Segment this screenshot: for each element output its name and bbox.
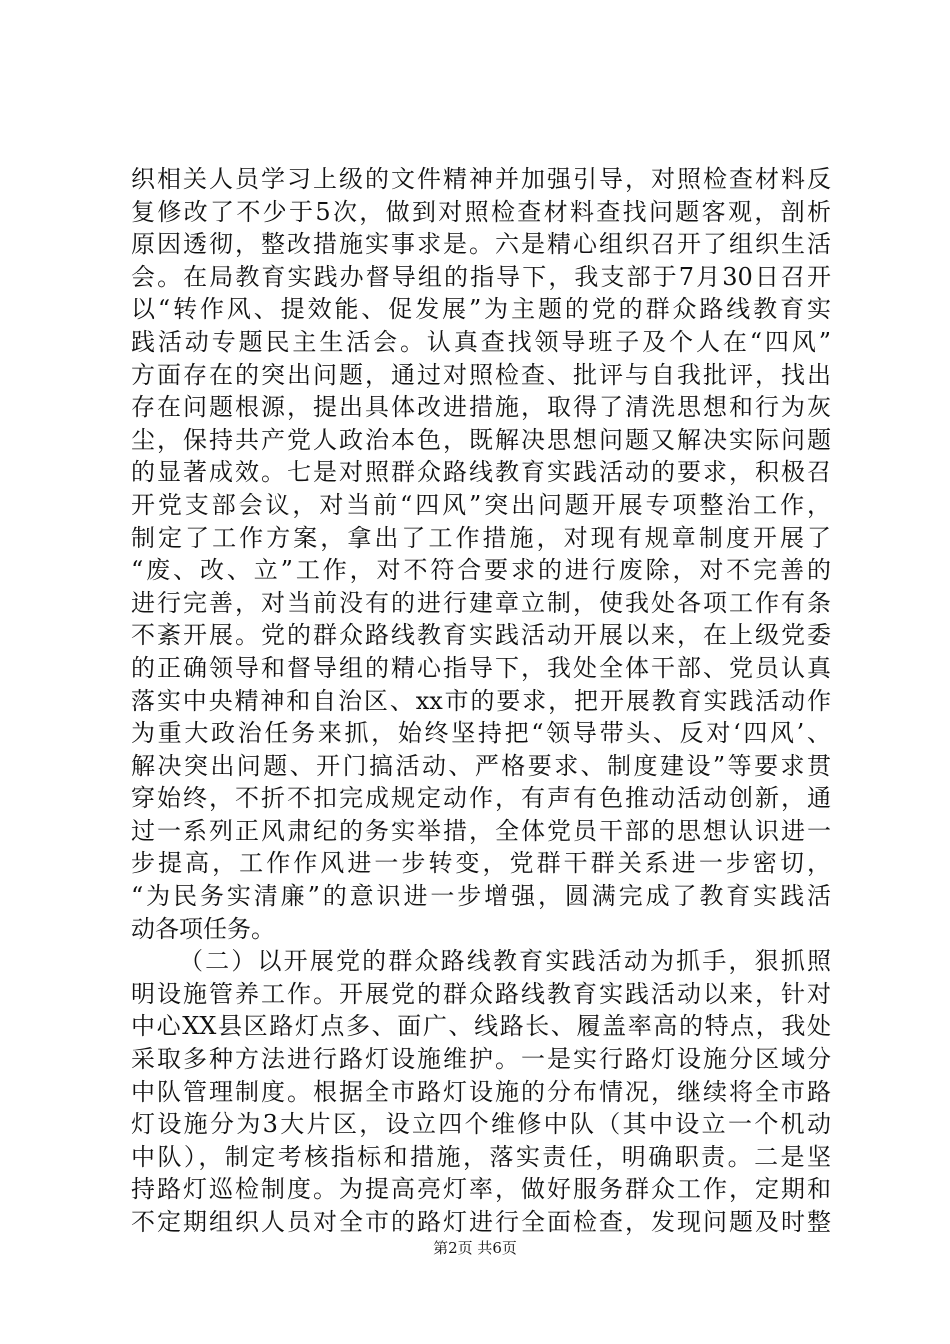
text-line: 不定期组织人员对全市的路灯进行全面检查，发现问题及时整 <box>131 1208 831 1236</box>
text-line: 不紊开展。党的群众路线教育实践活动开展以来，在上级党委 <box>131 621 831 650</box>
text-line: 中队管理制度。根据全市路灯设施的分布情况，继续将全市路 <box>131 1077 831 1106</box>
text-line: 践活动专题民主生活会。认真查找领导班子及个人在“四风” <box>131 327 831 356</box>
text-line: 中心XX县区路灯点多、面广、线路长、履盖率高的特点，我处 <box>131 1012 831 1041</box>
text-line: “为民务实清廉”的意识进一步增强，圆满完成了教育实践活 <box>131 882 831 911</box>
text-line: 会。在局教育实践办督导组的指导下，我支部于7月30日召开 <box>131 262 831 291</box>
text-line: 明设施管养工作。开展党的群众路线教育实践活动以来，针对 <box>131 979 831 1008</box>
text-line: 采取多种方法进行路灯设施维护。一是实行路灯设施分区域分 <box>131 1045 831 1074</box>
text-line: 以“转作风、提效能、促发展”为主题的党的群众路线教育实 <box>131 295 831 324</box>
text-line: 存在问题根源，提出具体改进措施，取得了清洗思想和行为灰 <box>131 393 831 422</box>
text-line: 中队），制定考核指标和措施，落实责任，明确职责。二是坚 <box>131 1142 831 1171</box>
text-line: 动各项任务。 <box>131 914 275 943</box>
text-line: 方面存在的突出问题，通过对照检查、批评与自我批评，找出 <box>131 360 831 389</box>
text-line: （二）以开展党的群众路线教育实践活动为抓手，狠抓照 <box>179 947 831 976</box>
text-line: 尘，保持共产党人政治本色，既解决思想问题又解决实际问题 <box>131 425 831 454</box>
text-line: 进行完善，对当前没有的进行建章立制，使我处各项工作有条 <box>131 588 831 617</box>
text-line: 复修改了不少于5次，做到对照检查材料查找问题客观，剖析 <box>131 197 831 226</box>
text-line: 制定了工作方案，拿出了工作措施，对现有规章制度开展了 <box>131 523 831 552</box>
text-line: 穿始终，不折不扣完成规定动作，有声有色推动活动创新，通 <box>131 784 831 813</box>
body-text <box>131 163 831 1239</box>
text-line: 步提高，工作作风进一步转变，党群干群关系进一步密切， <box>131 849 831 878</box>
text-line: 的显著成效。七是对照群众路线教育实践活动的要求，积极召 <box>131 458 831 487</box>
text-line: 落实中央精神和自治区、xx市的要求，把开展教育实践活动作 <box>131 686 831 715</box>
text-line: 为重大政治任务来抓，始终坚持把“领导带头、反对‘四风’、 <box>131 719 831 748</box>
text-line: “废、改、立”工作，对不符合要求的进行废除，对不完善的 <box>131 556 831 585</box>
text-line: 过一系列正风肃纪的务实举措，全体党员干部的思想认识进一 <box>131 816 831 845</box>
text-line: 解决突出问题、开门搞活动、严格要求、制度建设”等要求贯 <box>131 751 831 780</box>
page-footer <box>0 1238 950 1258</box>
text-line: 开党支部会议，对当前“四风”突出问题开展专项整治工作， <box>131 490 831 519</box>
text-line: 持路灯巡检制度。为提高亮灯率，做好服务群众工作，定期和 <box>131 1175 831 1204</box>
text-line: 灯设施分为3大片区，设立四个维修中队（其中设立一个机动 <box>131 1110 831 1139</box>
text-line: 织相关人员学习上级的文件精神并加强引导，对照检查材料反 <box>131 165 831 193</box>
page-number-label: 第2页 共6页 <box>433 1239 517 1257</box>
text-line: 原因透彻，整改措施实事求是。六是精心组织召开了组织生活 <box>131 230 831 259</box>
text-line: 的正确领导和督导组的精心指导下，我处全体干部、党员认真 <box>131 653 831 682</box>
